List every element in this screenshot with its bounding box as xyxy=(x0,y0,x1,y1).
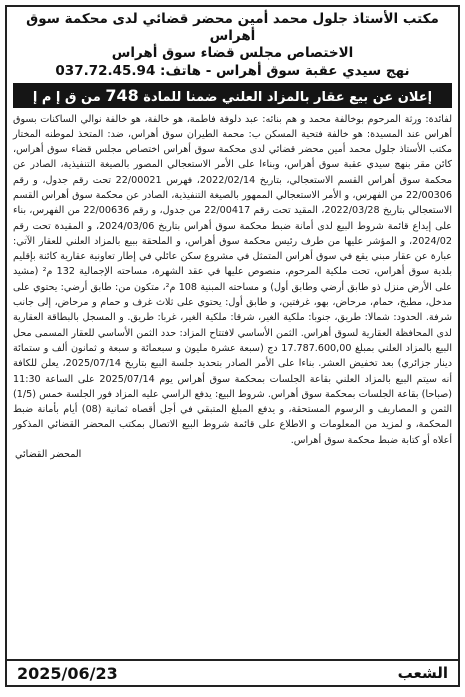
jurisdiction: الاختصاص مجلس قضاء سوق أهراس xyxy=(111,44,354,61)
banner-article-number: 748 xyxy=(105,85,139,105)
newspaper-name: الشعب xyxy=(397,664,448,682)
newspaper-footer xyxy=(7,659,458,685)
phone-number: 037.72.45.94 xyxy=(55,62,156,79)
office-address xyxy=(13,63,452,80)
publication-date: 2025/06/23 xyxy=(17,663,118,683)
address-text: نهج سيدي عقبة سوق أهراس - هاتف: xyxy=(160,62,410,79)
notice-body xyxy=(13,112,452,449)
banner-text-end: من ق إ م إ xyxy=(32,89,101,105)
bailiff-office-name: مكتب الأستاذ جلول محمد أمين محضر قضائي لدى محكمة سوق أهراس xyxy=(26,11,439,44)
notice-paragraph-1: لفائدة: ورثة المرحوم بوخالفة محمد و هم بنائه: عبد دلوفة فاطمة، هو خالفة، هو خالفة نوالي الساكنات بسوق أهراس عند المسيدة: هو خالفة فتحية المسكن ب: محمة الطيران سوق أهراس، ضد: المتخذ لموطنه المختار مكتب الأستاذ جلول محمد أمين محضر قضائي لدى محكمة سوق أهراس اختصاص مجلس قضاء سوق أهراس، كائن مقر بنهج سيدي عقبة سوق أهراس، وبناءا على الأمر الاستعجالي المصور بالصيغة التنفيذية، الصادر عن محكمة سوق أهراس القسم الاستعجالي، بتاريخ 2022/02/14، فهرس 22/00021 تحت رقم جدول، و رقم 22/00306 من الفهرس، و الأمر الاستعجالي الممهور بالصيغة التنفيذية، الصادر عن محكمة سوق أهراس القسم الاستعجالي بتاريخ 2022/03/28، المقيد تحت رقم 22/00417 من جدول، و رقم 22/00636 من الفهرس، بناء على إيداع قائمة شروط البيع لدى أمانة ضبط محكمة سوق أهراس بتاريخ 2024/03/06، و المقيدة تحت رقم 2024/02، و المؤشر عليها من طرف رئيس محكمة سوق أهراس، و الملحقة ببيع بالمزاد العلني للعقار الآتي: عبارة عن عقار مبني يقع في سوق أهراس المتمثل في مشروع سكن عائلي في إطار تعاونية عقارية كائنة بإقليم بلدية سوق أهراس، تحت ملكية المرحوم، منصوص عليها في عقد الشهرة، مساحته الإجمالية 132 م² (مشيد على الأرض منزل ذو طابق أرضي وطابق أول) و مساحته المبنية 108 م²، متكون من: طابق أرضي: يحتوي على مدخل، مطبخ، حمام، مرحاض، بهو، غرفتين، و طابق أول: يحتوي على ثلاث غرف و حمام و مرحاض، إلى جانب شرفة. الحدود: شمالا: طريق، جنوبا: ملكية الغير، شرقا: ملكية الغير، غربا: طريق. و المسجل بالبطاقة العقارية لدى المحافظة العقارية لسوق أهراس. xyxy=(13,113,453,339)
bailiff-signature: المحضر القضائي xyxy=(15,449,82,461)
legal-notice xyxy=(5,5,460,687)
notice-title-banner xyxy=(13,83,452,108)
banner-text-start: إعلان عن بيع عقار بالمزاد العلني ضمنا للمادة xyxy=(143,89,433,105)
notice-paragraph-2: الثمن الأساسي لافتتاح المزاد: حدد الثمن الأساسي للعقار المسمى محل البيع بالمزاد العلني بمبلغ 17.787.600,00 دج (سبعة عشرة مليون و سبعمائة و سبعة و ثمانون ألف و ستمائة دينار جزائري) بعد تخفيض العشر. بناءا على الأمر الصادر بتحديد جلسة البيع بتاريخ 2025/07/14، يعلن للكافة أنه سيتم البيع بالمزاد العلني بقاعة الجلسات بمحكمة سوق أهراس يوم 2025/07/14 على الساعة 11:30 (صباحا) بقاعة الجلسات بمحكمة سوق أهراس. شروط البيع: يدفع الراسي عليه المزاد فور الجلسة خمس (1/5) الثمن و المصاريف و الرسوم المستحقة، و يدفع المبلغ المتبقي في أجل أقصاه ثمانية (08) أيام بأمانة ضبط المحكمة، و لمزيد من المعلومات و الاطلاع على قائمة شروط البيع الاتصال بمكتب المحضر القضائي المذكور أعلاه أو كتابة ضبط محكمة سوق أهراس. xyxy=(13,327,453,446)
notice-header xyxy=(7,7,458,80)
